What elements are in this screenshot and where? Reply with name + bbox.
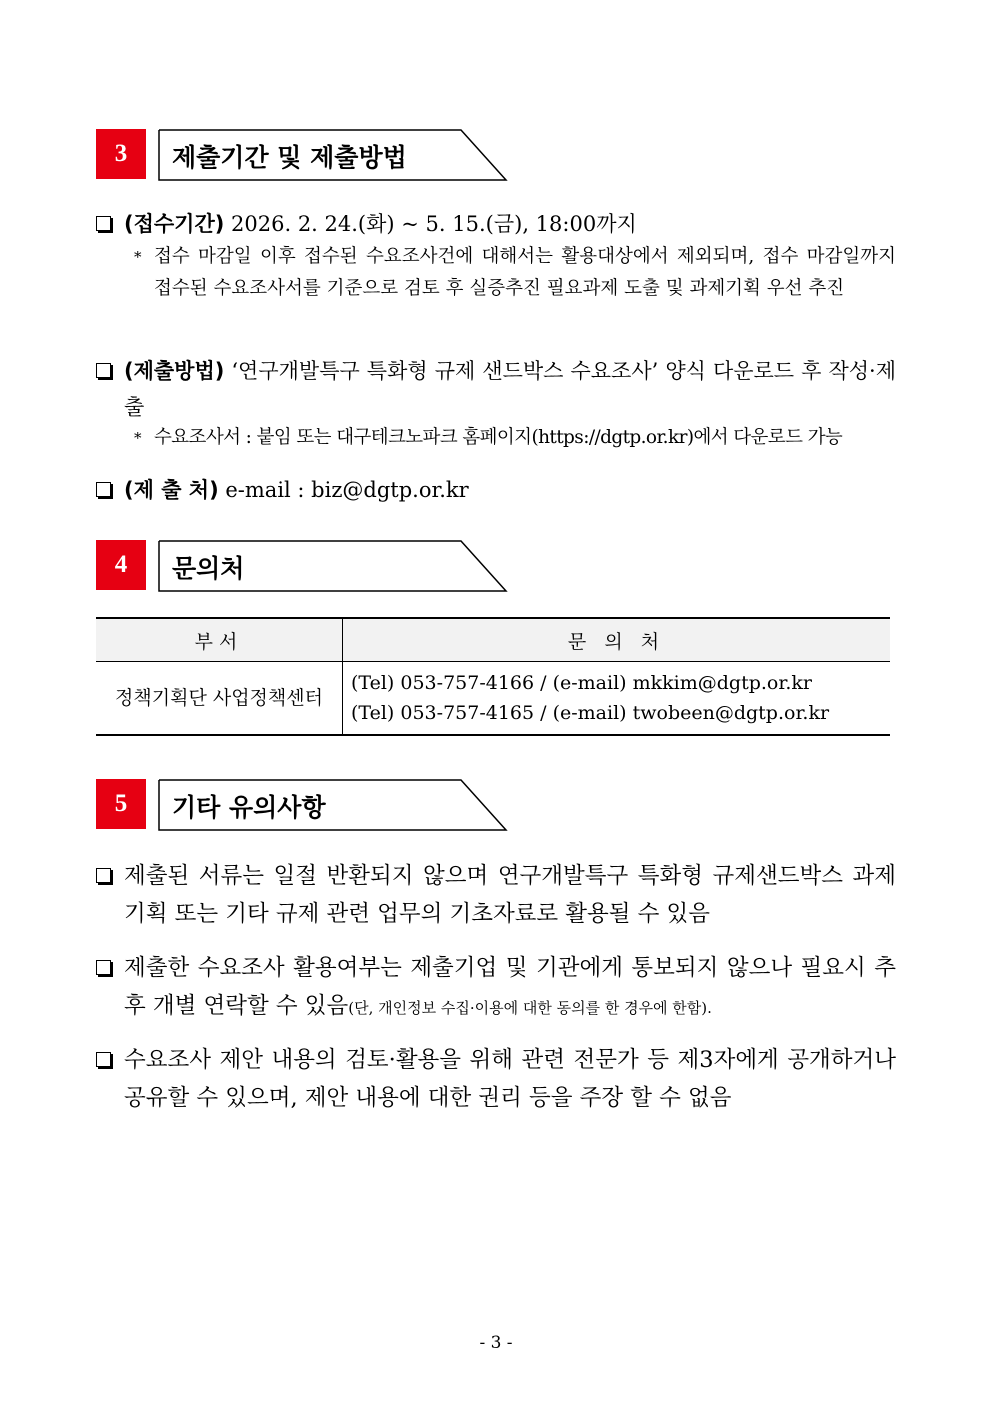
bullet-text: 2026. 2. 24.(화) ~ 5. 15.(금), 18:00까지 — [224, 212, 637, 236]
bullet-disclosure — [96, 1041, 896, 1117]
bullet-label: (접수기간) — [124, 212, 225, 236]
bullet-submission-method — [96, 353, 896, 425]
checkbox-bullet-icon — [96, 363, 111, 378]
note-text: 접수 마감일 이후 접수된 수요조사건에 대해서는 활용대상에서 제외되며, 접수 마감일까지 접수된 수요조사서를 기준으로 검토 후 실증추진 필요과제 도출 및 과제기획 우선 추진 — [154, 246, 896, 299]
section-5-title-box — [158, 779, 508, 831]
section-3-title: 제출기간 및 제출방법 — [172, 143, 407, 172]
page-number: - 3 - — [479, 1333, 513, 1353]
table-row — [96, 662, 890, 736]
header-dept: 부서 — [96, 618, 343, 662]
asterisk-icon: * — [134, 429, 141, 447]
contact-cell — [343, 662, 891, 736]
asterisk-icon: * — [134, 248, 142, 266]
section-4-number: 4 — [96, 540, 146, 590]
section-3-title-box — [158, 129, 508, 181]
bullet-content — [124, 949, 896, 1027]
checkbox-bullet-icon — [96, 960, 111, 975]
bullet-content — [124, 353, 896, 425]
section-5-header — [96, 779, 508, 831]
contact-line: (Tel) 053-757-4166 / (e-mail) mkkim@dgtp.or.kr — [351, 672, 812, 694]
checkbox-bullet-icon — [96, 216, 111, 231]
section-4-title: 문의처 — [172, 554, 245, 583]
bullet-text: e-mail : biz@dgtp.or.kr — [218, 478, 469, 502]
bullet-note: (단, 개인정보 수집·이용에 대한 동의를 한 경우에 한함). — [348, 999, 712, 1017]
bullet-text: 제출한 수요조사 활용여부는 제출기업 및 기관에게 통보되지 않으나 필요시 추후 개별 연락할 수 있음 — [124, 955, 896, 1019]
section-3-number: 3 — [96, 129, 146, 179]
bullet-submission-destination — [96, 472, 896, 508]
bullet-usage-notice — [96, 949, 896, 1027]
bullet-label: (제 출 처) — [124, 478, 219, 502]
bullet-submission-period — [96, 206, 896, 242]
section-3-header — [96, 129, 508, 181]
note-form-download — [134, 422, 896, 454]
bullet-content — [124, 472, 896, 508]
bullet-text: 제출된 서류는 일절 반환되지 않으며 연구개발특구 특화형 규제샌드박스 과제 기획 또는 기타 규제 관련 업무의 기초자료로 활용될 수 있음 — [124, 863, 896, 927]
bullet-label: (제출방법) — [124, 359, 225, 383]
checkbox-bullet-icon — [96, 1052, 111, 1067]
dept-cell: 정책기획단 사업정책센터 — [96, 662, 343, 736]
section-5-number: 5 — [96, 779, 146, 829]
section-4-header — [96, 540, 508, 592]
bullet-text: ‘연구개발특구 특화형 규제 샌드박스 수요조사’ 양식 다운로드 후 작성·제출 — [124, 359, 896, 419]
bullet-text: 수요조사 제안 내용의 검토·활용을 위해 관련 전문가 등 제3자에게 공개하거나 공유할 수 있으며, 제안 내용에 대한 권리 등을 주장 할 수 없음 — [124, 1047, 896, 1111]
checkbox-bullet-icon — [96, 868, 111, 883]
note-text: 수요조사서 : 붙임 또는 대구테크노파크 홈페이지(https://dgtp.or.kr)에서 다운로드 가능 — [154, 427, 843, 448]
section-4-title-box — [158, 540, 508, 592]
bullet-content — [124, 206, 896, 242]
checkbox-bullet-icon — [96, 482, 111, 497]
header-contact: 문 의 처 — [343, 618, 891, 662]
bullet-no-return — [96, 857, 896, 933]
note-deadline — [134, 241, 896, 305]
section-5-title: 기타 유의사항 — [172, 793, 326, 822]
contact-line: (Tel) 053-757-4165 / (e-mail) twobeen@dgtp.or.kr — [351, 702, 830, 724]
contact-table — [96, 617, 890, 736]
table-header-row — [96, 618, 890, 662]
